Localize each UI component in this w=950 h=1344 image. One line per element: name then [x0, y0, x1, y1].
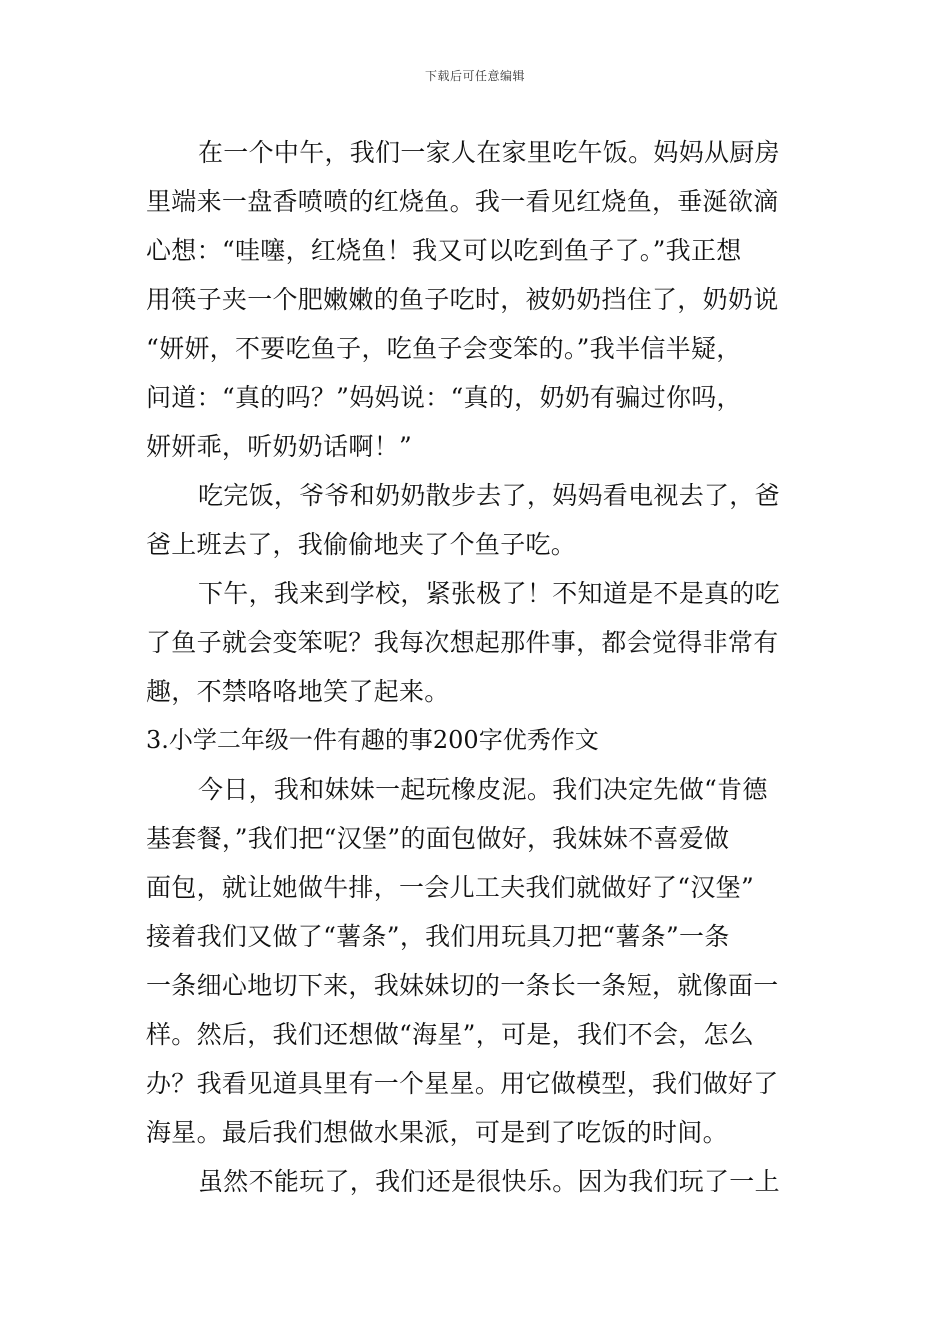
paragraph-line: 今日，我和妹妹一起玩橡皮泥。我们决定先做“肯德 [198, 775, 768, 804]
paragraph-line: 里端来一盘香喷喷的红烧鱼。我一看见红烧鱼，垂涎欲滴 [146, 187, 779, 216]
paragraph-line: 面包，就让她做牛排，一会儿工夫我们就做好了“汉堡” [146, 873, 755, 902]
paragraph-line: “妍妍，不要吃鱼子，吃鱼子会变笨的。”我半信半疑， [146, 334, 742, 363]
paragraph-line: 样。然后，我们还想做“海星”，可是，我们不会，怎么 [146, 1020, 755, 1049]
paragraph-line: 基套餐，”我们把“汉堡”的面包做好，我妹妹不喜爱做 [146, 824, 730, 853]
paragraph-line: 虽然不能玩了，我们还是很快乐。因为我们玩了一上 [198, 1167, 780, 1196]
section-heading: 3.小学二年级一件有趣的事200字优秀作文 [146, 726, 599, 754]
paragraph-line: 一条细心地切下来，我妹妹切的一条长一条短，就像面一 [146, 971, 779, 1000]
paragraph-line: 趣，不禁咯咯地笑了起来。 [146, 677, 450, 706]
paragraph-line: 下午，我来到学校，紧张极了！不知道是不是真的吃 [198, 579, 780, 608]
paragraph-line: 了鱼子就会变笨呢？我每次想起那件事，都会觉得非常有 [146, 628, 779, 657]
paragraph-line: 心想：“哇噻，红烧鱼！我又可以吃到鱼子了。”我正想 [146, 236, 742, 265]
paragraph-line: 妍妍乖，听奶奶话啊！” [146, 432, 413, 461]
paragraph-line: 用筷子夹一个肥嫩嫩的鱼子吃时，被奶奶挡住了，奶奶说 [146, 285, 779, 314]
header-note: 下载后可任意编辑 [424, 69, 525, 83]
paragraph-line: 吃完饭，爷爷和奶奶散步去了，妈妈看电视去了，爸 [198, 481, 780, 510]
paragraph-line: 办？我看见道具里有一个星星。用它做模型，我们做好了 [146, 1069, 779, 1098]
paragraph-line: 问道：“真的吗？”妈妈说：“真的，奶奶有骗过你吗， [146, 383, 742, 412]
document-body [146, 128, 806, 1206]
paragraph-line: 海星。最后我们想做水果派，可是到了吃饭的时间。 [146, 1118, 728, 1147]
paragraph-line: 在一个中午，我们一家人在家里吃午饭。妈妈从厨房 [198, 138, 780, 167]
paragraph-line: 爸上班去了，我偷偷地夹了个鱼子吃。 [146, 530, 577, 559]
paragraph-line: 接着我们又做了“薯条”，我们用玩具刀把“薯条”一条 [146, 922, 730, 951]
